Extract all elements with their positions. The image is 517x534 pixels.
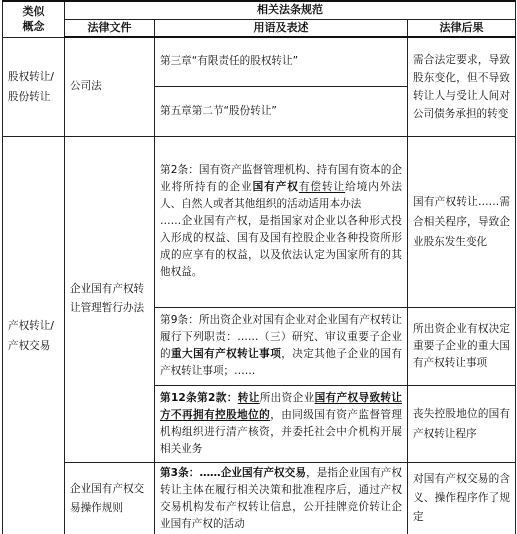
article-9-number: 第9条： xyxy=(160,314,199,326)
header-legal-consequence: 法律后果 xyxy=(408,19,516,37)
category-equity-transfer: 股权转让/ 股份转让 xyxy=(3,37,65,136)
article-9 xyxy=(155,307,408,385)
article-3-number: 第3条： xyxy=(160,466,200,479)
article-12-loss-of-control: 国有产权导致转让方不再拥有控股地位的 xyxy=(160,391,402,421)
article-2-text-b: 给境内外法人、自然人或者其他组织的活动适用本办法 xyxy=(160,181,402,210)
article-2-number: 第2条： xyxy=(160,164,199,176)
header-related-rules: 相关法条规范 xyxy=(65,1,516,19)
article-2-state-property: 国有产权 xyxy=(252,181,299,193)
law-interim-measures: 企业国有产权转让管理暂行办法 xyxy=(65,136,155,462)
legal-comparison-table xyxy=(2,0,516,534)
article-3-term: ……企业国有产权交易 xyxy=(199,466,307,479)
result-article-3: 对国有产权交易的含义、操作程序作了规定 xyxy=(408,462,516,534)
article-3-text: ，是指企业国有产权转让主体在履行相关决策和批准程序后，通过产权交易机构发布产权转让信息，公开挂牌竞价转让企业国有产权的活动 xyxy=(160,466,403,530)
result-article-2: 国有产权转让……需合相关程序，导致企业股东发生变化 xyxy=(408,136,516,307)
header-category: 类似 概念 xyxy=(3,1,65,37)
article-12-funded-enterprise: 所出资企业 xyxy=(259,391,315,404)
result-article-9: 所出资企业有权决定重要子企业的重大国有产权转让事项 xyxy=(408,307,516,385)
article-2-definition: ……企业国有产权，是指国家对企业以各种形式投入形成的权益、国有及国有控股企业各种投资所形成的应享有的权益，以及依法认定为国家所有的其他权益。 xyxy=(160,215,402,278)
law-trading-rules: 企业国有产权交易操作规则 xyxy=(65,462,155,534)
article-chapter-5-section-2: 第五章第二节“股份转让” xyxy=(155,86,408,136)
header-law-file: 法律文件 xyxy=(65,19,155,37)
header-expression: 用语及表述 xyxy=(155,19,408,37)
article-chapter-3: 第三章“有限责任的股权转让” xyxy=(155,37,408,86)
law-company-law: 公司法 xyxy=(65,37,155,136)
article-12 xyxy=(155,385,408,462)
result-equity-transfer: 需合法定要求，导致股东变化，但不导致转让人与受让人间对公司债务承担的转变 xyxy=(408,37,516,136)
result-article-12: 丧失控股地位的国有产权转让程序 xyxy=(408,385,516,462)
article-9-text-b: ，决定其他子企业的国有产权转让事项；…… xyxy=(160,348,403,377)
article-12-number: 第12条第2款： xyxy=(160,391,238,404)
article-3 xyxy=(155,462,408,534)
article-2 xyxy=(155,136,408,307)
article-12-text: ，由同级国有资产监督管理机构组织进行清产核资，并委托社会中介机构开展相关业务 xyxy=(160,408,403,455)
article-2-paid-transfer: 有偿转让 xyxy=(298,181,346,193)
article-12-transfer: 转让 xyxy=(237,391,260,404)
article-2-text-a: 国有资产监督管理机构、持有国有资本的企业将所持有的企业 xyxy=(160,164,402,193)
article-9-major-transfer: 重大国有产权转让事项 xyxy=(171,348,282,360)
category-property-rights-transfer: 产权转让/ 产权交易 xyxy=(3,136,65,534)
article-9-text-a: 所出资企业对国有企业对企业国有产权转让履行下列职责：……（三）研究、审议重要子企业的 xyxy=(160,314,402,360)
